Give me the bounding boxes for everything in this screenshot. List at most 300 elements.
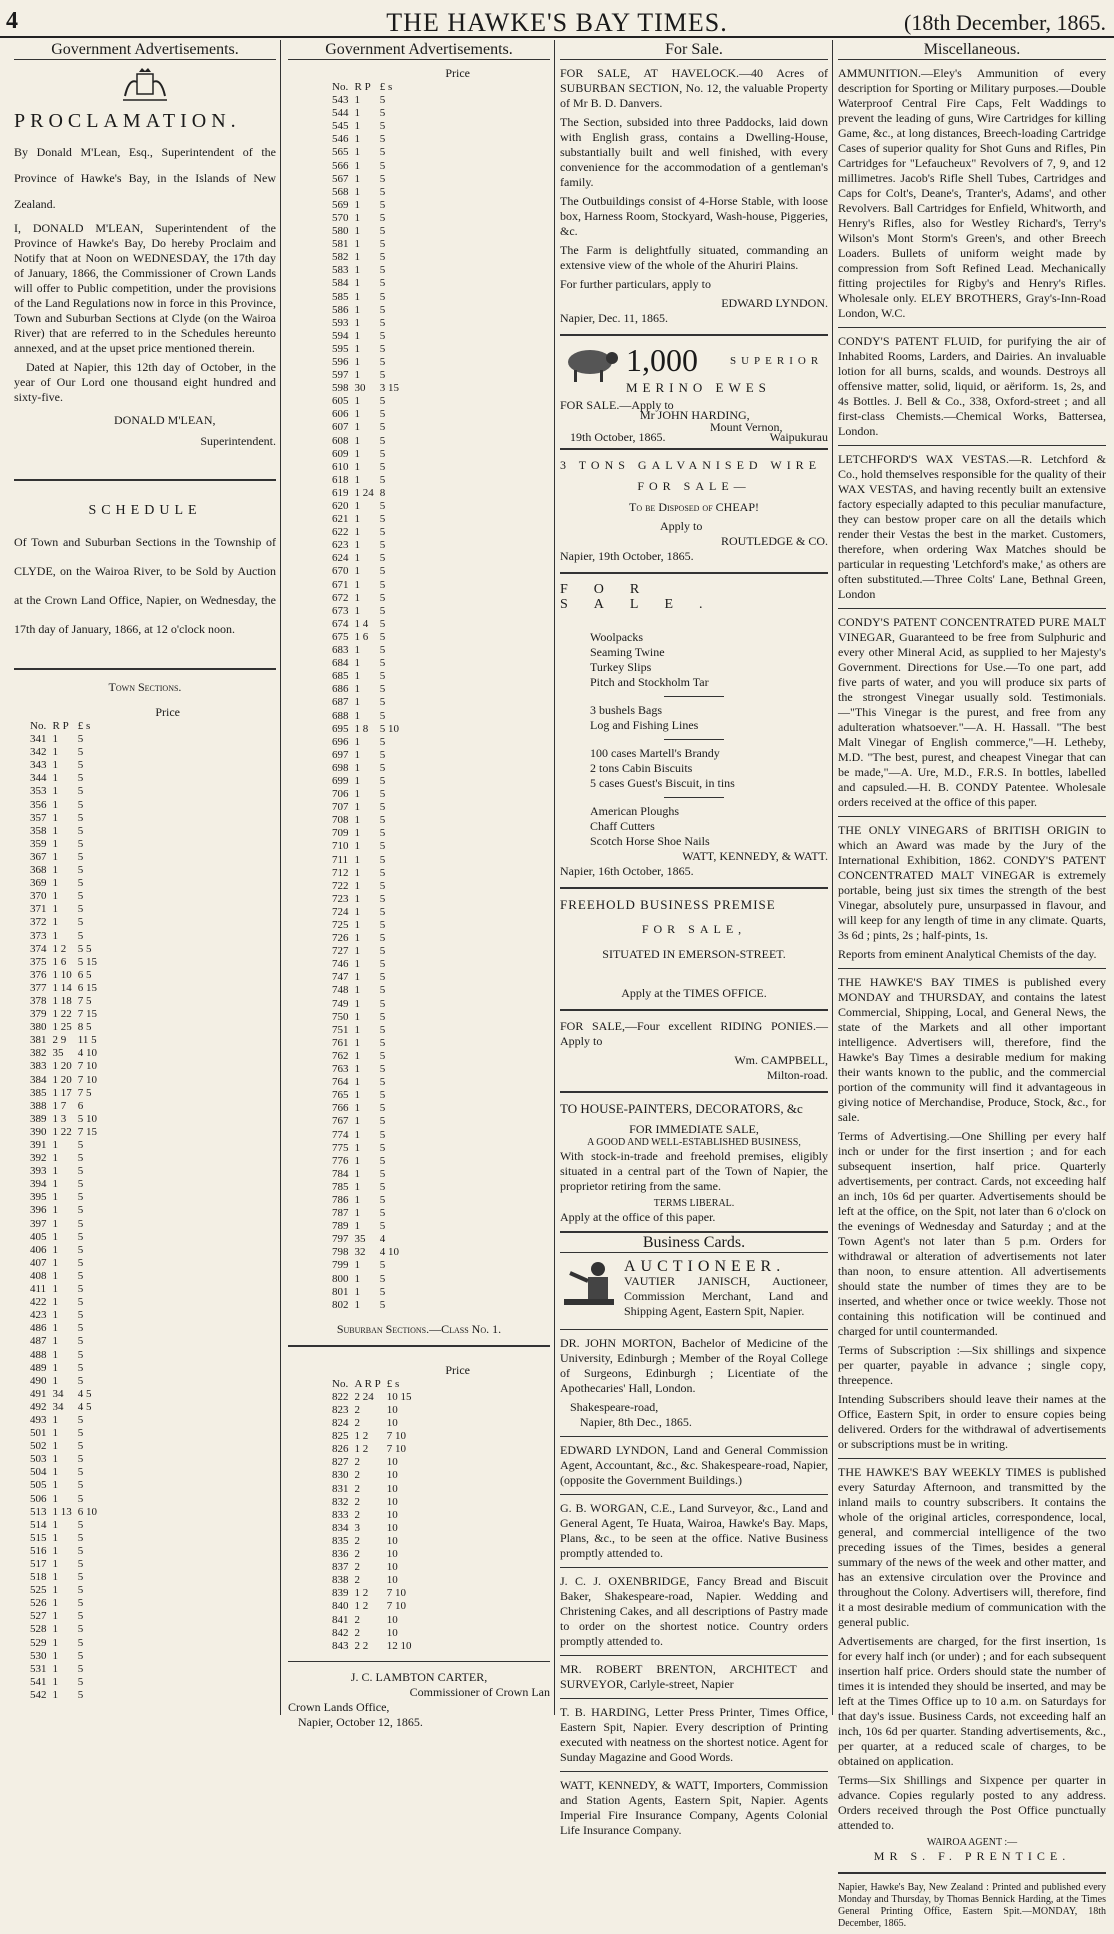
table-row <box>332 421 405 434</box>
table-cell: 5 <box>379 159 386 172</box>
table-cell: 5 <box>77 1348 84 1361</box>
proclamation-byline: By Donald M'Lean, Esq., Superintendent of the Province of Hawke's Bay, in the Islands of New Zealand. <box>14 145 276 211</box>
table-row <box>332 552 405 565</box>
table-cell: 10 15 <box>386 1390 412 1403</box>
royal-arms-icon <box>117 66 173 106</box>
table-cell: 619 <box>332 486 349 499</box>
table-cell: 710 <box>332 840 349 853</box>
table-cell: 5 <box>379 264 386 277</box>
table-cell: 1 6 <box>354 630 369 643</box>
table-cell: 834 <box>332 1521 349 1534</box>
table-cell: 5 <box>379 1023 386 1036</box>
table-cell: 5 <box>379 1259 386 1272</box>
table-cell: 5 <box>379 316 386 329</box>
table-cell: 530 <box>30 1649 47 1662</box>
table-cell: 1 2 <box>354 1443 369 1456</box>
table-cell: 513 <box>30 1505 47 1518</box>
table-cell: 514 <box>30 1518 47 1531</box>
table-cell: 1 <box>354 1036 360 1049</box>
table-cell: 688 <box>332 709 349 722</box>
table-cell: 585 <box>332 290 349 303</box>
table-cell: 487 <box>30 1335 47 1348</box>
table-cell: 1 13 <box>52 1505 72 1518</box>
table-cell: 706 <box>332 788 349 801</box>
card-watt-kennedy: WATT, KENNEDY, & WATT, Importers, Commission and Station Agents, Eastern Spit, Napier. Agents Imperial Fire Insurance Company, Agents Colonial Life Insurance Company. <box>560 1778 828 1837</box>
table-cell: 5 <box>77 1518 84 1531</box>
ad-freehold <box>560 897 828 1001</box>
table-cell: 5 <box>379 853 386 866</box>
table-cell: 1 <box>354 513 360 526</box>
table-cell: 1 <box>354 984 360 997</box>
table-cell: 5 <box>379 290 386 303</box>
table-cell: 391 <box>30 1139 47 1151</box>
table-cell: 10 <box>386 1404 398 1416</box>
ad-for-sale-goods <box>560 582 828 879</box>
table-cell: 784 <box>332 1167 349 1180</box>
table-cell: 801 <box>332 1285 349 1298</box>
table-cell: 697 <box>332 748 349 761</box>
table-cell: 5 <box>77 1427 84 1440</box>
table-cell: 1 2 <box>354 1587 369 1600</box>
table-cell: 501 <box>30 1427 47 1440</box>
table-row <box>332 330 405 343</box>
table-cell: 580 <box>332 225 349 238</box>
table-cell: 596 <box>332 355 349 368</box>
table-cell: 35 <box>354 1233 366 1246</box>
table-cell: 799 <box>332 1259 349 1272</box>
table-cell: 504 <box>30 1466 47 1479</box>
ad-letchford: LETCHFORD'S WAX VESTAS.—R. Letchford & Co., hold themselves responsible for the quality of their WAX VESTAS, and having recently built an extensive factory especially adapted to this peculiar manufacture, they can bestow proper care on all the details which render their Vestas the best in the market. Customers, therefore, when ordering Wax Matches should be particular in requesting 'Letchford's make,' as others are often substituted.—Three Colts' Lane, Bethnal Green, London <box>838 452 1106 601</box>
table-cell: 372 <box>30 916 47 929</box>
ponies-place: Milton-road. <box>767 1068 828 1082</box>
table-cell: 833 <box>332 1508 349 1521</box>
table-cell: 4 <box>379 1233 386 1246</box>
table-cell: 593 <box>332 316 349 329</box>
table-cell: 382 <box>30 1047 47 1060</box>
table-cell: 5 <box>77 1191 84 1204</box>
table-cell: 608 <box>332 434 349 447</box>
table-cell: 374 <box>30 942 47 955</box>
table-row <box>30 1466 103 1479</box>
table-row <box>332 1089 405 1102</box>
table-cell: 1 <box>354 1115 360 1128</box>
table-row <box>30 1296 103 1309</box>
table-cell: 1 <box>52 785 58 798</box>
table-cell: 1 <box>354 539 360 552</box>
table-cell: 502 <box>30 1440 47 1453</box>
table-cell: 568 <box>332 185 349 198</box>
table-cell: 1 <box>354 251 360 264</box>
table-cell: 5 <box>379 748 386 761</box>
masthead <box>0 6 1114 38</box>
table-cell: 824 <box>332 1417 349 1430</box>
table-cell: 5 <box>379 225 386 238</box>
merino-ewes: MERINO EWES <box>626 380 771 395</box>
table-row <box>332 1063 405 1076</box>
table-cell: 708 <box>332 814 349 827</box>
table-cell: 543 <box>332 94 349 107</box>
table-cell: 711 <box>332 853 349 866</box>
table-cell: 707 <box>332 801 349 814</box>
table-cell: 623 <box>332 539 349 552</box>
auctioneer-title: AUCTIONEER. <box>624 1258 786 1275</box>
table-row <box>332 1246 405 1259</box>
table-cell: 5 <box>379 761 386 774</box>
table-cell: 826 <box>332 1443 349 1456</box>
merino-name: Mr JOHN HARDING, <box>640 408 750 422</box>
table-cell: 7 5 <box>77 994 92 1007</box>
table-row <box>332 1076 405 1089</box>
table-cell: 5 <box>379 591 386 604</box>
table-cell: 1 20 <box>52 1060 72 1073</box>
table-cell: 395 <box>30 1191 47 1204</box>
table-cell: 1 <box>354 971 360 984</box>
table-cell: 1 <box>52 1256 58 1269</box>
painters-text: With stock-in-trade and freehold premises, eligibly situated in a central part of the Town of Napier, the proprietor retiring from the same. <box>560 1149 828 1193</box>
table-row <box>30 825 103 838</box>
table-cell: 5 <box>379 434 386 447</box>
table-cell: 673 <box>332 604 349 617</box>
freehold-location: SITUATED IN EMERSON-STREET. <box>602 947 786 961</box>
table-cell: 598 <box>332 382 349 395</box>
table-row <box>332 958 405 971</box>
table-cell: 5 <box>77 864 84 877</box>
table-cell: 5 <box>379 94 386 107</box>
table-cell: 1 <box>52 890 58 903</box>
table-cell: 5 <box>77 1165 84 1178</box>
wire-sub: FOR SALE— <box>637 479 751 493</box>
table-row <box>332 1561 418 1574</box>
town-sections-title: Town Sections. <box>108 680 182 694</box>
table-cell: 698 <box>332 761 349 774</box>
table-cell: 1 <box>354 696 360 709</box>
table-cell: 1 <box>52 1427 58 1440</box>
table-cell: 5 <box>379 866 386 879</box>
havelock-text: FOR SALE, AT HAVELOCK.—40 Acres of SUBURBAN SECTION, No. 12, the valuable Property of Mr B. D. Danvers. <box>560 66 828 110</box>
goods-item: Turkey Slips <box>590 660 652 674</box>
table-cell: 2 <box>354 1548 360 1561</box>
table-row <box>30 1283 103 1296</box>
table-cell: 376 <box>30 968 47 981</box>
table-cell: 390 <box>30 1125 47 1138</box>
table-cell: 5 <box>77 746 84 759</box>
table-row <box>30 982 103 995</box>
table-cell: 1 <box>354 932 360 945</box>
table-cell: 5 <box>379 473 386 486</box>
table-cell: 765 <box>332 1089 349 1102</box>
ad-merino <box>560 342 828 444</box>
table-row <box>332 1207 405 1220</box>
table-row <box>30 1113 103 1126</box>
auctioneer-text: VAUTIER JANISCH, Auctioneer, Commission Merchant, Land and Shipping Agent, Eastern Spit, Napier. <box>624 1274 828 1318</box>
havelock-date: Napier, Dec. 11, 1865. <box>560 311 669 325</box>
table-cell: 586 <box>332 303 349 316</box>
ad-times-notice: THE HAWKE'S BAY TIMES is published every MONDAY and THURSDAY, and contains the latest Commercial, Shipping, Local, and General News, the state of the Markets and all other important intelligence. Advertisers will, therefore, find the Hawke's Bay Times a desirable medium for making their wants known to the public, and the commercial portion of the community will find it advantageous in giving notice of Merchandise, Produce, Stock, &c., for sale. <box>838 975 1106 1124</box>
table-cell: 5 <box>379 644 386 657</box>
table-row <box>30 851 103 864</box>
table-cell: 566 <box>332 159 349 172</box>
table-cell: 1 <box>354 840 360 853</box>
table-cell: 411 <box>30 1283 47 1296</box>
havelock-p3: The Outbuildings consist of 4-Horse Stable, with loose box, Harness Room, Stockyard, Wash-house, Piggeries, &c. <box>560 194 828 238</box>
table-cell: 622 <box>332 526 349 539</box>
table-cell: 565 <box>332 146 349 159</box>
table-cell: 388 <box>30 1099 47 1112</box>
table-row <box>30 1218 103 1231</box>
table-cell: 2 <box>354 1456 360 1469</box>
table-cell: 1 <box>354 447 360 460</box>
table-cell: 371 <box>30 903 47 916</box>
table-cell: 696 <box>332 735 349 748</box>
table-row <box>30 1663 103 1676</box>
table-cell: 695 <box>332 722 349 735</box>
table-cell: 5 <box>379 539 386 552</box>
table-cell: 7 15 <box>77 1008 97 1021</box>
table-cell: 369 <box>30 877 47 890</box>
table-cell: 5 <box>379 1010 386 1023</box>
table-cell: 5 5 <box>77 942 92 955</box>
table-cell: 1 <box>354 1063 360 1076</box>
table-cell: 776 <box>332 1154 349 1167</box>
table-cell: 517 <box>30 1558 47 1570</box>
table-row <box>30 785 103 798</box>
table-cell: 1 <box>52 1518 58 1531</box>
merino-superior: SUPERIOR <box>730 355 824 367</box>
table-cell: 786 <box>332 1193 349 1206</box>
table-cell: 1 <box>354 107 360 120</box>
table-cell: 838 <box>332 1574 349 1587</box>
table-cell: 5 <box>379 1167 386 1180</box>
table-row <box>30 1021 103 1034</box>
table-row <box>30 1231 103 1244</box>
table-row <box>332 932 405 945</box>
table-cell: 5 <box>77 929 84 942</box>
table-cell: 5 <box>379 801 386 814</box>
table-cell: 1 <box>354 735 360 748</box>
table-cell: 727 <box>332 945 349 958</box>
ad-weekly-terms: Terms—Six Shillings and Sixpence per quarter in advance. Copies regularly posted to any address. Orders received through the Post Office punctually attended to. <box>838 1773 1106 1832</box>
table-cell: 569 <box>332 198 349 211</box>
table-row <box>30 1204 103 1217</box>
table-cell: 493 <box>30 1413 47 1426</box>
table-row <box>332 120 405 133</box>
table-cell: 5 <box>379 892 386 905</box>
table-cell: 529 <box>30 1636 47 1649</box>
table-cell: 1 <box>354 1272 360 1285</box>
goods-item: Scotch Horse Shoe Nails <box>590 834 710 848</box>
table-cell: 5 <box>379 657 386 670</box>
table-cell: 1 8 <box>354 722 369 735</box>
painters-apply: Apply at the office of this paper. <box>560 1210 716 1224</box>
table-cell: 5 <box>77 903 84 916</box>
table-row <box>332 448 405 461</box>
table-cell: 5 <box>77 1230 84 1243</box>
table-cell: 1 <box>354 866 360 879</box>
table-cell: 1 <box>52 1413 58 1426</box>
table-row <box>30 1074 103 1087</box>
table-cell: 1 <box>52 1283 58 1296</box>
table-cell: 840 <box>332 1600 349 1613</box>
table-cell: 1 <box>52 746 58 759</box>
table-cell: 837 <box>332 1561 349 1574</box>
table-row <box>332 998 405 1011</box>
table-row <box>332 670 405 683</box>
table-row <box>332 317 405 330</box>
table-row <box>332 971 405 984</box>
table-cell: 1 <box>52 1466 58 1479</box>
table-row <box>332 631 405 644</box>
table-cell: 5 <box>77 1531 84 1544</box>
table-cell: 7 10 <box>77 1060 97 1073</box>
table-cell: 545 <box>332 120 349 133</box>
column-rule <box>280 40 281 1715</box>
table-row <box>30 1165 103 1178</box>
table-cell: 621 <box>332 513 349 526</box>
table-cell: 34 <box>52 1387 64 1400</box>
table-cell: 1 <box>354 133 360 146</box>
table-cell: 2 <box>354 1508 360 1521</box>
table-row <box>332 893 405 906</box>
table-row <box>30 746 103 759</box>
table-cell: 515 <box>30 1531 47 1544</box>
table-cell: 2 <box>354 1417 360 1430</box>
table-row <box>30 1060 103 1073</box>
table-row <box>30 930 103 943</box>
table-cell: 1 <box>354 329 360 342</box>
table-row <box>30 1414 103 1427</box>
table-cell: 10 <box>386 1508 398 1521</box>
table-row <box>30 1047 103 1060</box>
table-cell: 5 <box>379 1141 386 1154</box>
goods-group <box>560 630 828 690</box>
card-lyndon: EDWARD LYNDON, Land and General Commission Agent, Accountant, &c., &c. Shakespeare-road, Napier, (opposite the Government Buildings.) <box>560 1443 828 1487</box>
table-cell: 5 <box>379 617 386 630</box>
goods-title: FOR SALE. <box>560 582 729 612</box>
table-header: No. <box>30 720 47 732</box>
table-cell: 1 <box>354 185 360 198</box>
table-cell: 5 <box>77 837 84 850</box>
table-cell: 674 <box>332 617 349 630</box>
card-worgan: G. B. WORGAN, C.E., Land Surveyor, &c., Land and General Agent, Te Huata, Wairoa, Hawke's Bay. Maps, Plans, &c., to be seen at the office. Native Business promptly attended to. <box>560 1501 828 1560</box>
table-cell: 359 <box>30 837 47 850</box>
card-harding: T. B. HARDING, Letter Press Printer, Times Office, Eastern Spit, Napier. Every description of Printing executed with neatness on the shortest notice. Agent for Sunday Magazine and Good Words. <box>560 1705 828 1764</box>
table-header: R P <box>354 81 371 93</box>
table-cell: 5 <box>379 604 386 617</box>
agent-label: WAIROA AGENT :— <box>926 1837 1018 1848</box>
table-cell: 5 <box>379 408 386 421</box>
table-cell: 1 18 <box>52 994 72 1007</box>
table-cell: 1 17 <box>52 1086 72 1099</box>
table-row <box>332 133 405 146</box>
table-cell: 5 <box>379 919 386 931</box>
table-cell: 1 <box>52 929 58 942</box>
table-cell: 1 2 <box>354 1600 369 1613</box>
table-cell: 5 <box>379 905 386 918</box>
table-cell: 5 <box>77 785 84 798</box>
table-cell: 10 <box>386 1521 398 1534</box>
table-cell: 5 <box>379 421 386 434</box>
table-cell: 1 <box>52 1571 58 1584</box>
table-row <box>332 723 405 736</box>
table-cell: 10 <box>386 1574 398 1587</box>
table-row <box>30 1597 103 1610</box>
table-cell: 2 2 <box>354 1639 369 1652</box>
table-row <box>332 801 405 814</box>
table-cell: 357 <box>30 811 47 824</box>
table-cell: 375 <box>30 955 47 968</box>
table-cell: 5 <box>379 840 386 853</box>
table-cell: 1 <box>354 670 360 683</box>
table-row <box>332 199 405 212</box>
table-cell: 5 <box>379 447 386 460</box>
table-cell: 1 <box>354 1154 360 1167</box>
town-sections-cont-table <box>332 81 405 1312</box>
table-cell: 5 <box>77 1269 84 1282</box>
ad-only-vinegars: THE ONLY VINEGARS of BRITISH ORIGIN to which an Award was made by the Jury of the International Exhibition, 1862. CONDY'S PATENT CONCENTRATED MALT VINEGAR is extremely portable, being just six times the strength of the best Vinegar, absolutely pure, unsurpassed in flavour, and will keep for any length of time in any climate. Quarts, 3s 6d ; pints, 2s ; half-pints, 1s. <box>838 823 1106 942</box>
table-row <box>332 264 405 277</box>
table-cell: 1 <box>52 1348 58 1361</box>
table-cell: 712 <box>332 866 349 879</box>
havelock-p2: The Section, subsided into three Paddocks, laid down with English grass, contains a Dwelling-House, substantially built and well finished, with every convenience for the accommodation of a gentleman's family. <box>560 115 828 189</box>
table-row <box>332 1417 418 1430</box>
table-cell: 5 <box>379 1220 386 1233</box>
table-cell: 5 <box>77 1440 84 1453</box>
table-cell: 1 <box>354 225 360 238</box>
sheep-icon <box>560 344 620 384</box>
table-cell: 2 <box>354 1495 360 1508</box>
table-cell: 1 <box>354 1023 360 1036</box>
table-row <box>332 1273 405 1286</box>
table-cell: 5 <box>77 1178 84 1191</box>
table-cell: 1 <box>354 879 360 892</box>
table-cell: 5 <box>77 733 84 746</box>
goods-item: 2 tons Cabin Biscuits <box>590 761 693 775</box>
table-cell: 1 <box>354 761 360 774</box>
table-cell: 1 <box>354 1102 360 1115</box>
table-row <box>332 1600 418 1613</box>
table-cell: 1 <box>354 591 360 604</box>
table-cell: 594 <box>332 329 349 342</box>
table-cell: 6 5 <box>77 968 92 981</box>
table-row <box>332 1115 405 1128</box>
table-cell: 5 <box>77 1571 84 1584</box>
painters-sub: FOR IMMEDIATE SALE, <box>629 1122 759 1136</box>
table-cell: 841 <box>332 1613 349 1626</box>
table-cell: 2 <box>354 1561 360 1574</box>
table-cell: 748 <box>332 984 349 997</box>
table-row <box>30 1152 103 1165</box>
table-row <box>30 916 103 929</box>
wire-apply: Apply to <box>660 519 703 533</box>
freehold-apply: Apply at the TIMES OFFICE. <box>621 986 767 1000</box>
table-cell: 1 <box>52 1204 58 1217</box>
table-cell: 1 <box>354 1220 360 1233</box>
table-cell: 5 <box>379 971 386 984</box>
table-cell: 1 <box>52 1544 58 1557</box>
table-cell: 1 <box>52 811 58 824</box>
table-cell: 1 <box>354 709 360 722</box>
table-cell: 1 <box>354 604 360 617</box>
table-row <box>332 657 405 670</box>
table-cell: 5 <box>77 1623 84 1636</box>
table-cell: 1 3 <box>52 1112 67 1125</box>
table-row <box>30 772 103 785</box>
table-cell: 490 <box>30 1374 47 1387</box>
table-cell: 1 <box>354 434 360 447</box>
table-cell: 750 <box>332 1010 349 1023</box>
table-cell: 723 <box>332 892 349 905</box>
ad-painters <box>560 1101 828 1225</box>
